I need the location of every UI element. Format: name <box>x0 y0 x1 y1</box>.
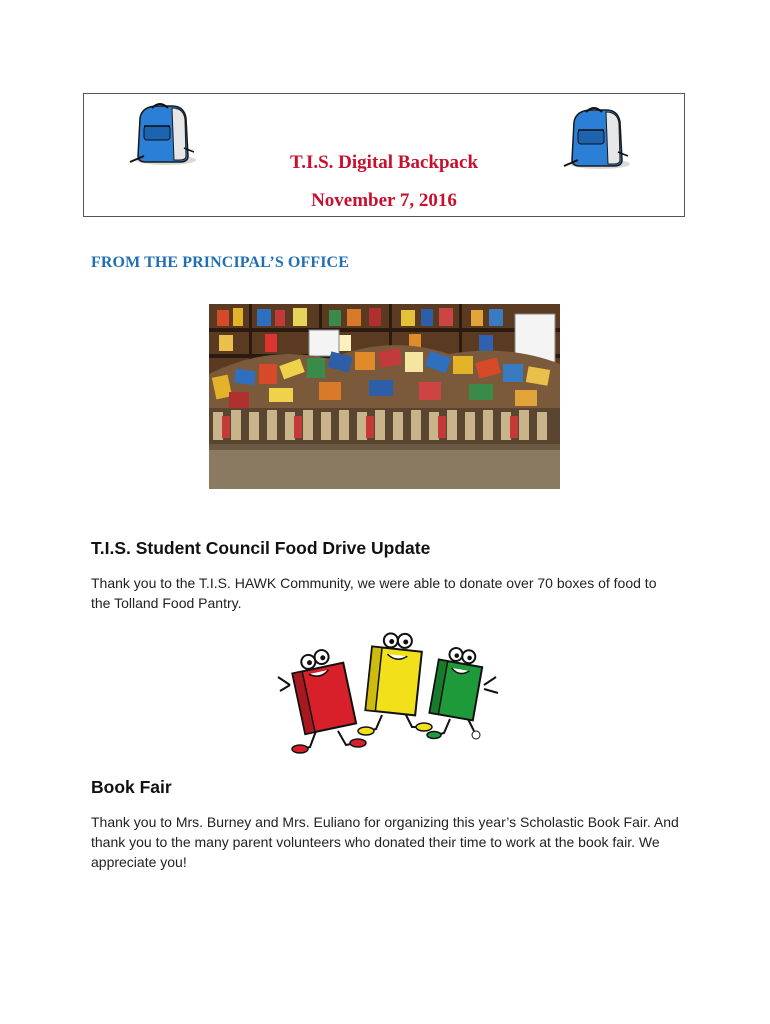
article-body: Thank you to the T.I.S. HAWK Community, we were able to donate over 70 boxes of food to the Tolland Food Pantry. <box>91 575 657 611</box>
newsletter-date: November 7, 2016 <box>311 190 457 211</box>
newsletter-header <box>83 93 685 217</box>
newsletter-title: T.I.S. Digital Backpack <box>289 152 479 173</box>
article-title: T.I.S. Student Council Food Drive Update <box>91 538 431 558</box>
dancing-books-illustration <box>276 627 502 759</box>
article-title: Book Fair <box>91 777 172 797</box>
article-body: Thank you to Mrs. Burney and Mrs. Euliano for organizing this year’s Scholastic Book Fair. And thank you to the many parent volunteers who donated their time to work at the book fair. We appreciate you! <box>91 814 679 870</box>
section-heading: FROM THE PRINCIPAL’S OFFICE <box>91 254 349 271</box>
food-drive-photo <box>209 304 560 489</box>
